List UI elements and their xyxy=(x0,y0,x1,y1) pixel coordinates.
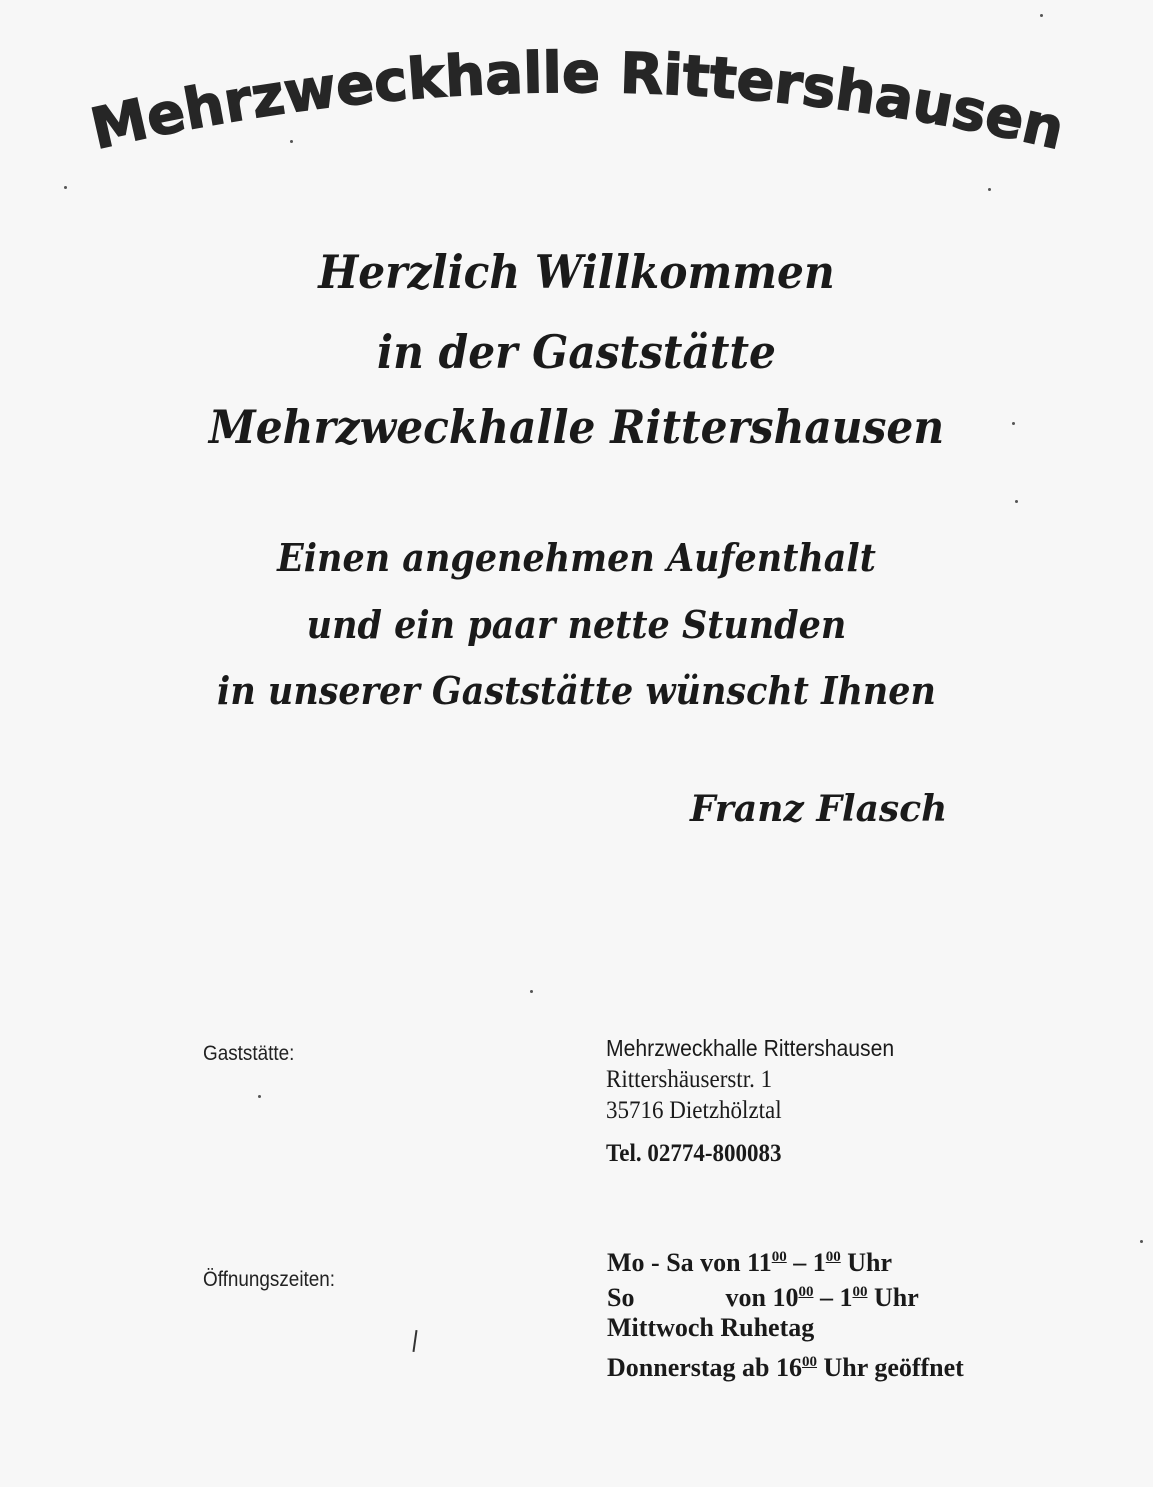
hours-open-m: 00 xyxy=(771,1249,787,1265)
hours-suffix: Uhr geöffnet xyxy=(823,1353,964,1382)
hours-close-h: 1 xyxy=(839,1283,853,1312)
headline-text xyxy=(85,41,1070,163)
hours-row-wednesday: Mittwoch Ruhetag xyxy=(607,1313,815,1342)
hours-suffix: Uhr xyxy=(873,1283,919,1312)
scan-speck xyxy=(988,188,991,191)
welcome-line-3: Mehrzweckhalle Rittershausen xyxy=(208,400,945,454)
hours-open-m: 00 xyxy=(798,1284,814,1300)
message-line-1: Einen angenehmen Aufenthalt xyxy=(277,535,876,580)
welcome-line-1: Herzlich Willkommen xyxy=(318,245,835,299)
message-line-3: in unserer Gaststätte wünscht Ihnen xyxy=(217,668,936,713)
venue-city: 35716 Dietzhölztal xyxy=(606,1097,782,1124)
scan-speck xyxy=(1140,1240,1143,1243)
scan-speck xyxy=(258,1095,261,1098)
headline-textpath: Mehrzweckhalle Rittershausen xyxy=(85,40,1070,163)
venue-label: Gaststätte: xyxy=(203,1042,295,1065)
hours-open-h: 16 xyxy=(776,1353,803,1382)
hours-suffix: Uhr xyxy=(847,1248,892,1277)
hours-dash: – xyxy=(819,1283,833,1312)
opening-label: Öffnungszeiten: xyxy=(203,1268,336,1291)
hours-close-m: 00 xyxy=(852,1284,868,1300)
hours-open-m: 00 xyxy=(802,1354,818,1370)
hours-close-h: 1 xyxy=(812,1248,826,1277)
hours-from-word: von xyxy=(725,1283,766,1312)
hours-row-thursday xyxy=(607,1345,964,1380)
welcome-line-2: in der Gaststätte xyxy=(377,325,776,379)
venue-name: Mehrzweckhalle Rittershausen xyxy=(606,1035,895,1061)
signature: Franz Flasch xyxy=(690,788,948,830)
scan-speck xyxy=(1015,500,1018,503)
hours-prefix: Donnerstag ab xyxy=(607,1353,770,1382)
scan-speck xyxy=(290,140,293,143)
venue-phone: Tel. 02774-800083 xyxy=(606,1140,782,1167)
opening-hours xyxy=(607,1240,964,1380)
hours-row-mo-sa xyxy=(607,1240,964,1275)
hours-open-h: 10 xyxy=(772,1283,799,1312)
hours-day: So xyxy=(607,1283,635,1312)
scan-speck xyxy=(1040,14,1043,17)
hours-row-so xyxy=(607,1275,964,1310)
scan-speck xyxy=(530,990,533,993)
hours-close-m: 00 xyxy=(825,1249,841,1265)
scan-mark xyxy=(412,1330,417,1352)
headline-arc xyxy=(0,40,1153,200)
hours-from-word: von xyxy=(700,1248,741,1277)
hours-open-h: 11 xyxy=(747,1248,772,1277)
hours-dash: – xyxy=(793,1248,807,1277)
venue-street: Rittershäuserstr. 1 xyxy=(606,1066,773,1093)
hours-day: Mo - Sa xyxy=(607,1248,694,1277)
scan-speck xyxy=(1012,422,1015,425)
message-line-2: und ein paar nette Stunden xyxy=(306,602,847,647)
scan-speck xyxy=(64,186,67,189)
